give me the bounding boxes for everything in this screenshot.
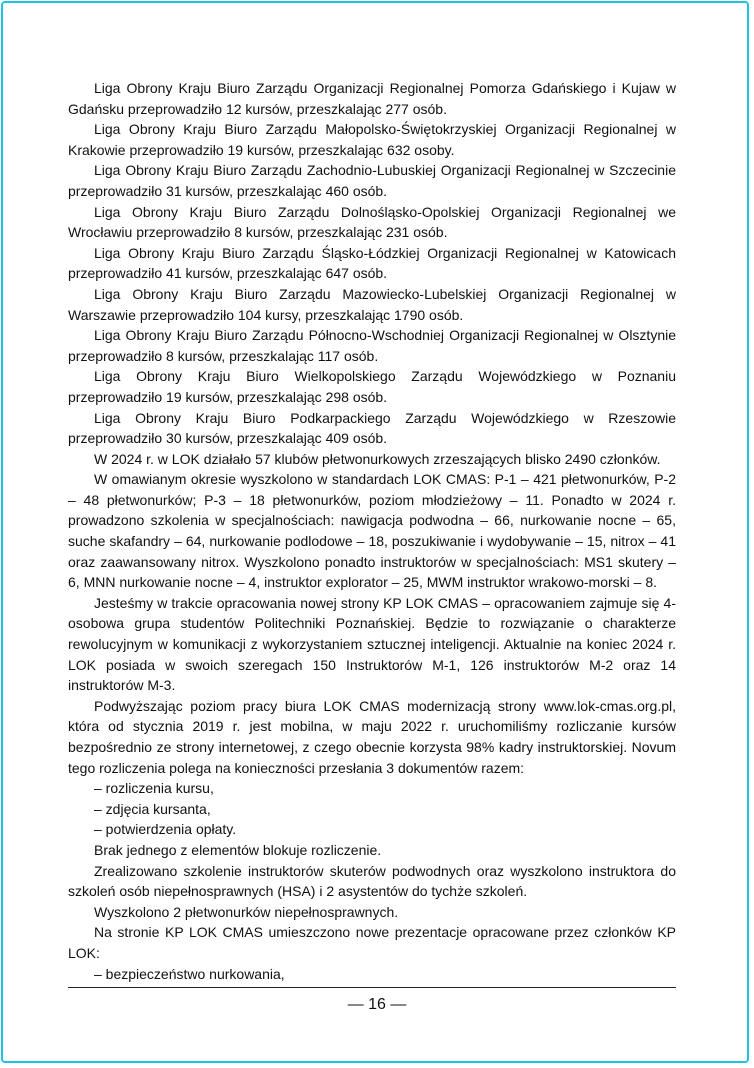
paragraph-hsa: Zrealizowano szkolenie instruktorów skuterów podwodnych oraz wyszkolono instruktora do szkoleń osób niepełnosprawnych (HSA) i 2 asystentów do tychże szkoleń. xyxy=(68,862,676,900)
paragraph-clubs: W 2024 r. w LOK działało 57 klubów płetwonurkowych zrzeszających blisko 2490 członków. xyxy=(94,450,661,467)
paragraph-gdansk: Liga Obrony Kraju Biuro Zarządu Organizacji Regionalnej Pomorza Gdańskiego i Kujaw w Gdańsku przeprowadziło 12 kursów, przeszkalając 277 osób. xyxy=(68,80,676,117)
paragraph-settlement: Podwyższając poziom pracy biura LOK CMAS modernizacją strony www.lok-cmas.org.pl, która od stycznia 2019 r. jest mobilna, w maju 2022 r. uruchomiliśmy rozliczanie kursów bezpośrednio ze strony internetowej, z czego obecnie korzysta 98% kadry instruktorskiej. Novum tego rozliczenia polega na konieczności przesłania 3 dokumentów razem: xyxy=(68,697,676,776)
list-item: – zdjęcia kursanta, xyxy=(94,800,211,817)
list-item: – potwierdzenia opłaty. xyxy=(94,821,237,838)
paragraph-krakow: Liga Obrony Kraju Biuro Zarządu Małopolsko-Świętokrzyskiej Organizacji Regionalnej w Krakowie przeprowadziło 19 kursów, przeszkalając 632 osoby. xyxy=(68,121,676,158)
paragraph-rzeszow: Liga Obrony Kraju Biuro Podkarpackiego Zarządu Wojewódzkiego w Rzeszowie przeprowadziło 30 kursów, przeszkalając 409 osób. xyxy=(68,409,676,447)
list-item: – bezpieczeństwo nurkowania, xyxy=(94,965,285,982)
paragraph-new-website: Jesteśmy w trakcie opracowania nowej strony KP LOK CMAS – opracowaniem zajmuje się 4-osobowa grupa studentów Politechniki Poznańskiej. Będzie to rozwiązanie o charakterze rewolucyjnym w komunikacji z wykorzystaniem sztucznej inteligencji. Aktualnie na koniec 2024 r. LOK posiada w swoich szeregach 150 Instruktorów M-1, 126 instruktorów M-2 oraz 14 instruktorów M-3. xyxy=(68,594,676,694)
paragraph-presentations: Na stronie KP LOK CMAS umieszczono nowe prezentacje opracowane przez członków KP LOK: xyxy=(68,924,676,961)
list-item: – rozliczenia kursu, xyxy=(94,780,214,797)
document-body xyxy=(68,78,676,984)
page-number: — 16 — xyxy=(347,996,407,1013)
paragraph-warszawa: Liga Obrony Kraju Biuro Zarządu Mazowiecko-Lubelskiej Organizacji Regionalnej w Warszawie przeprowadziło 104 kursy, przeszkalając 1790 osób. xyxy=(68,285,676,323)
paragraph-wroclaw: Liga Obrony Kraju Biuro Zarządu Dolnośląsko-Opolskiej Organizacji Regionalnej we Wrocławiu przeprowadziło 8 kursów, przeszkalając 231 osób. xyxy=(68,203,676,241)
footer-rule xyxy=(68,987,676,988)
paragraph-training: W omawianym okresie wyszkolono w standardach LOK CMAS: P-1 – 421 płetwonurków, P-2 – 48 płetwonurków; P-3 – 18 płetwonurków, poziom młodzieżowy – 11. Ponadto w 2024 r. prowadzono szkolenia w specjalnościach: nawigacja podwodna – 66, nurkowanie nocne – 65, suche skafandry – 64, nurkowanie podlodowe – 18, poszukiwanie i wydobywanie – 15, nitrox – 41 oraz zaawansowany nitrox. Wyszkolono ponadto instruktorów w specjalnościach: MS1 skutery – 6, MNN nurkowanie nocne – 4, instruktor explorator – 25, MWM instruktor wrakowo-morski – 8. xyxy=(68,471,676,591)
paragraph-blocking: Brak jednego z elementów blokuje rozliczenie. xyxy=(94,841,382,858)
paragraph-katowice: Liga Obrony Kraju Biuro Zarządu Śląsko-Łódzkiej Organizacji Regionalnej w Katowicach przeprowadziło 41 kursów, przeszkalając 647 osób. xyxy=(68,244,676,282)
paragraph-poznan: Liga Obrony Kraju Biuro Wielkopolskiego Zarządu Wojewódzkiego w Poznaniu przeprowadziło 19 kursów, przeszkalając 298 osób. xyxy=(68,368,676,405)
paragraph-disabled-divers: Wyszkolono 2 płetwonurków niepełnosprawnych. xyxy=(94,903,399,920)
paragraph-olsztyn: Liga Obrony Kraju Biuro Zarządu Północno-Wschodniej Organizacji Regionalnej w Olsztynie przeprowadziło 8 kursów, przeszkalając 117 osób. xyxy=(68,327,676,364)
paragraph-szczecin: Liga Obrony Kraju Biuro Zarządu Zachodnio-Lubuskiej Organizacji Regionalnej w Szczecinie przeprowadziło 31 kursów, przeszkalając 460 osób. xyxy=(68,162,676,199)
